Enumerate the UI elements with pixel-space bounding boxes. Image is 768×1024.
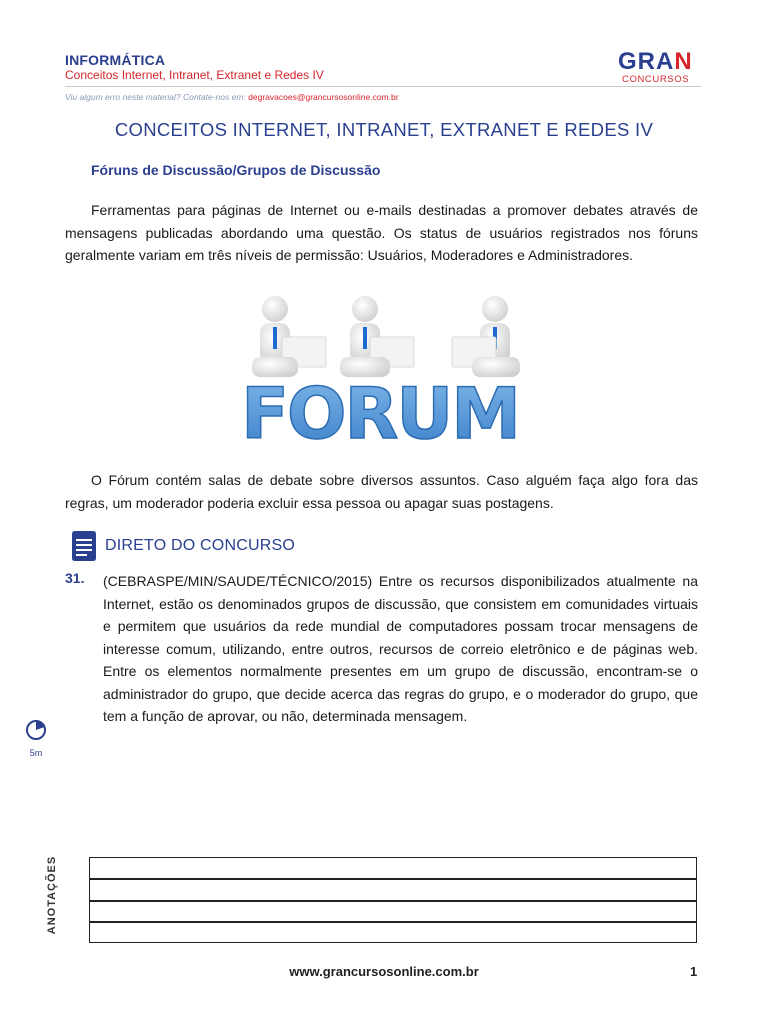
timer — [24, 719, 48, 759]
notes-line — [90, 878, 696, 880]
question-text: (CEBRASPE/MIN/SAUDE/TÉCNICO/2015) Entre os recursos disponibilizados atualmente na Internet, estão os denominados grupos de discussão, que consistem em comunidades virtuais e permitem que usuários da rede mundial de computadores possam trocar mensagens de interesse comum, utilizando, entre outros, recursos de correio eletrônico e de páginas web. Entre os elementos normalmente presentes em um grupo de discussão, encontram-se o administrador do grupo, que decide acerca das regras do grupo, e o moderador do grupo, que tem a função de aprovar, ou não, determinada mensagem. — [103, 573, 698, 724]
notes-line — [90, 921, 696, 923]
figure-right — [452, 296, 520, 377]
paragraph-intro: Ferramentas para páginas de Internet ou e-mails destinadas a promover debates através de mensagens publicadas abordando uma questão. Os status de usuários registrados nos fóruns geralmente variam em três níveis de permissão: Usuários, Moderadores e Administradores. — [65, 202, 698, 263]
paragraph-forum: O Fórum contém salas de debate sobre diversos assuntos. Caso alguém faça algo fora das regras, um moderador poderia excluir essa pessoa ou apagar suas postagens. — [65, 472, 698, 511]
timer-label: 5m — [29, 748, 43, 758]
header-divider — [65, 86, 701, 87]
timer-icon — [25, 719, 47, 741]
page-number: 1 — [690, 964, 698, 979]
direto-do-concurso-heading: DIRETO DO CONCURSO — [105, 537, 295, 554]
footer-url[interactable]: www.grancursosonline.com.br — [289, 964, 479, 979]
question-number: 31. — [65, 570, 85, 586]
figure-left — [252, 296, 326, 377]
forum-illustration — [230, 295, 530, 445]
logo-brand-accent: N — [674, 48, 693, 75]
notes-line — [90, 900, 696, 902]
figure-center — [340, 296, 414, 377]
document-icon — [70, 530, 98, 562]
subject-title: INFORMÁTICA — [65, 52, 166, 68]
section-title: Fóruns de Discussão/Grupos de Discussão — [91, 162, 381, 178]
logo-sub: CONCURSOS — [622, 74, 690, 85]
forum-word: FORUM — [241, 373, 519, 445]
error-contact-email[interactable]: degravacoes@grancursosonline.com.br — [248, 92, 399, 102]
gran-logo — [618, 50, 702, 86]
subject-subtitle: Conceitos Internet, Intranet, Extranet e Redes IV — [65, 68, 324, 82]
notes-box — [89, 857, 697, 943]
error-contact-line — [65, 92, 399, 102]
error-contact-prefix: Viu algum erro neste material? Contate-nos em: — [65, 92, 249, 102]
notes-label: ANOTAÇÕES — [46, 855, 58, 935]
logo-brand-main: GRA — [618, 48, 675, 75]
page-title: CONCEITOS INTERNET, INTRANET, EXTRANET E REDES IV — [114, 119, 654, 140]
